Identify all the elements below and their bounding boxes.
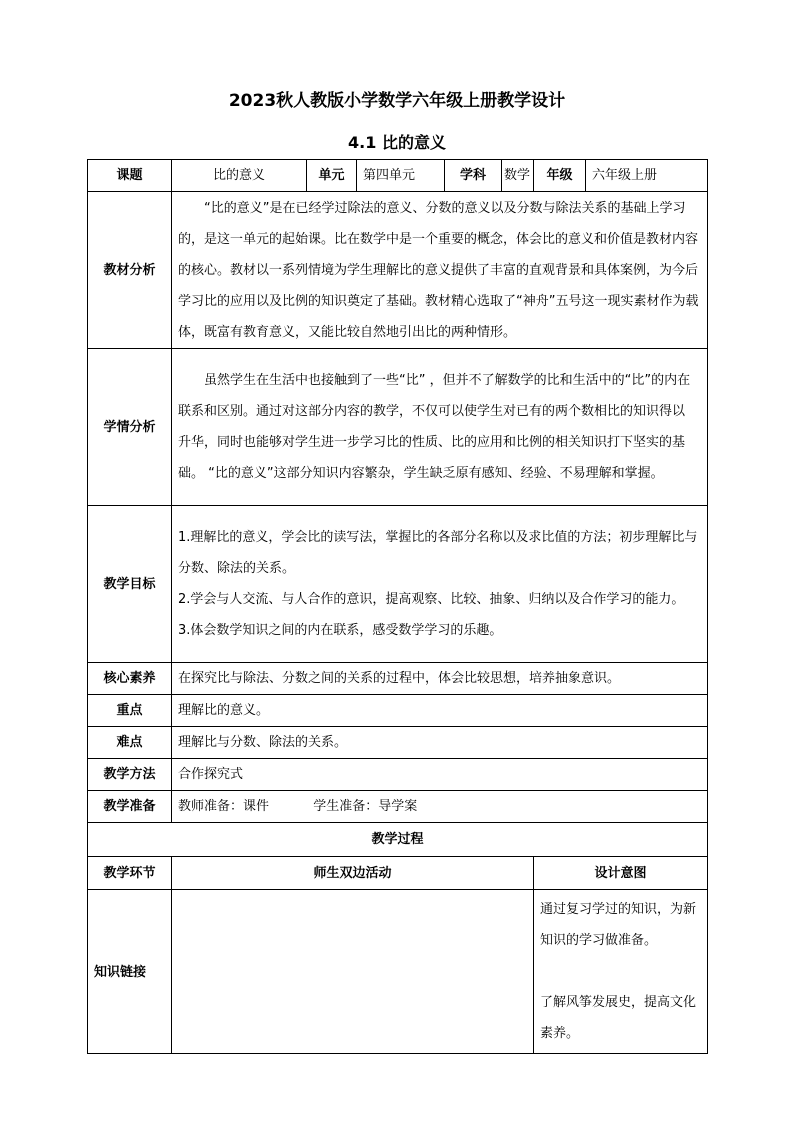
process-intent-line <box>540 956 701 987</box>
goal-item: 2.学会与人交流、与人合作的意识，提高观察、比较、抽象、归纳以及合作学习的能力。 <box>178 592 685 607</box>
teaching-goals-label: 教学目标 <box>88 506 172 663</box>
process-title: 教学过程 <box>88 823 708 857</box>
col-intent-header: 设计意图 <box>534 857 708 890</box>
difficulties-text: 理解比与分数、除法的关系。 <box>172 727 708 759</box>
col-activity-header: 师生双边活动 <box>172 857 534 890</box>
textbook-analysis-text: “比的意义”是在已经学过除法的意义、分数的意义以及分数与除法关系的基础上学习的，是这一单元的起始课。比在数学中是一个重要的概念，体会比的意义和价值是教材内容的核心。教材以一系列情境为学生理解比的意义提供了丰富的直观背景和具体案例，为今后学习比的应用以及比例的知识奠定了基础。教材精心选取了“神舟”五号这一现实素材作为载体，既富有教育意义，又能比较自然地引出比的两种情形。 <box>178 200 699 340</box>
goal-item: 3.体会数学知识之间的内在联系，感受数学学习的乐趣。 <box>178 623 503 638</box>
textbook-analysis-label: 教材分析 <box>88 192 172 349</box>
grade-value: 六年级上册 <box>586 160 708 192</box>
process-title-row <box>88 823 708 857</box>
topic-label: 课题 <box>88 160 172 192</box>
process-header-row <box>88 857 708 890</box>
process-stage: 知识链接 <box>88 890 172 1054</box>
header-row <box>88 160 708 192</box>
difficulties-label: 难点 <box>88 727 172 759</box>
col-stage-header: 教学环节 <box>88 857 172 890</box>
process-intent-line: 了解风筝发展史，提高文化素养。 <box>540 995 697 1041</box>
process-row <box>88 890 708 1054</box>
preparation-row <box>88 791 708 823</box>
subject-value: 数学 <box>502 160 534 192</box>
student-analysis-text: 虽然学生在生活中也接触到了一些“比” ，但并不了解数学的比和生活中的“比”的内在联系和区别。通过对这部分内容的教学，不仅可以使学生对已有的两个数相比的知识得以 升华，同时也能够对学生进一步学习比的性质、比的应用和比例的相关知识打下坚实的基础。 “比的意义”这部分知识内容繁杂，学生缺乏原有感知、经验、不易理解和掌握。 <box>178 373 691 481</box>
textbook-analysis-row <box>88 192 708 349</box>
difficulties-row <box>88 727 708 759</box>
teacher-preparation: 教师准备：课件 <box>178 799 270 814</box>
lesson-title: 4.1 比的意义 <box>348 133 446 152</box>
key-points-label: 重点 <box>88 695 172 727</box>
student-analysis-row <box>88 349 708 506</box>
key-points-row <box>88 695 708 727</box>
process-intent-line: 通过复习学过的知识，为新知识的学习做准备。 <box>540 902 697 948</box>
core-literacy-text: 在探究比与除法、分数之间的关系的过程中，体会比较思想，培养抽象意识。 <box>172 663 708 695</box>
student-analysis-label: 学情分析 <box>88 349 172 506</box>
core-literacy-row <box>88 663 708 695</box>
method-label: 教学方法 <box>88 759 172 791</box>
lesson-plan-table <box>87 159 708 1054</box>
subject-label: 学科 <box>445 160 502 192</box>
process-activity <box>172 890 534 1054</box>
topic-value: 比的意义 <box>172 160 307 192</box>
teaching-goals-row <box>88 506 708 663</box>
grade-label: 年级 <box>534 160 586 192</box>
goal-item: 1.理解比的意义，学会比的读写法，掌握比的各部分名称以及求比值的方法；初步理解比与分数、除法的关系。 <box>178 530 698 576</box>
method-row <box>88 759 708 791</box>
document-title: 2023秋人教版小学数学六年级上册教学设计 <box>228 91 566 111</box>
core-literacy-label: 核心素养 <box>88 663 172 695</box>
preparation-label: 教学准备 <box>88 791 172 823</box>
student-preparation: 学生准备：导学案 <box>313 799 418 814</box>
key-points-text: 理解比的意义。 <box>172 695 708 727</box>
unit-label: 单元 <box>307 160 357 192</box>
method-text: 合作探究式 <box>172 759 708 791</box>
unit-value: 第四单元 <box>357 160 445 192</box>
